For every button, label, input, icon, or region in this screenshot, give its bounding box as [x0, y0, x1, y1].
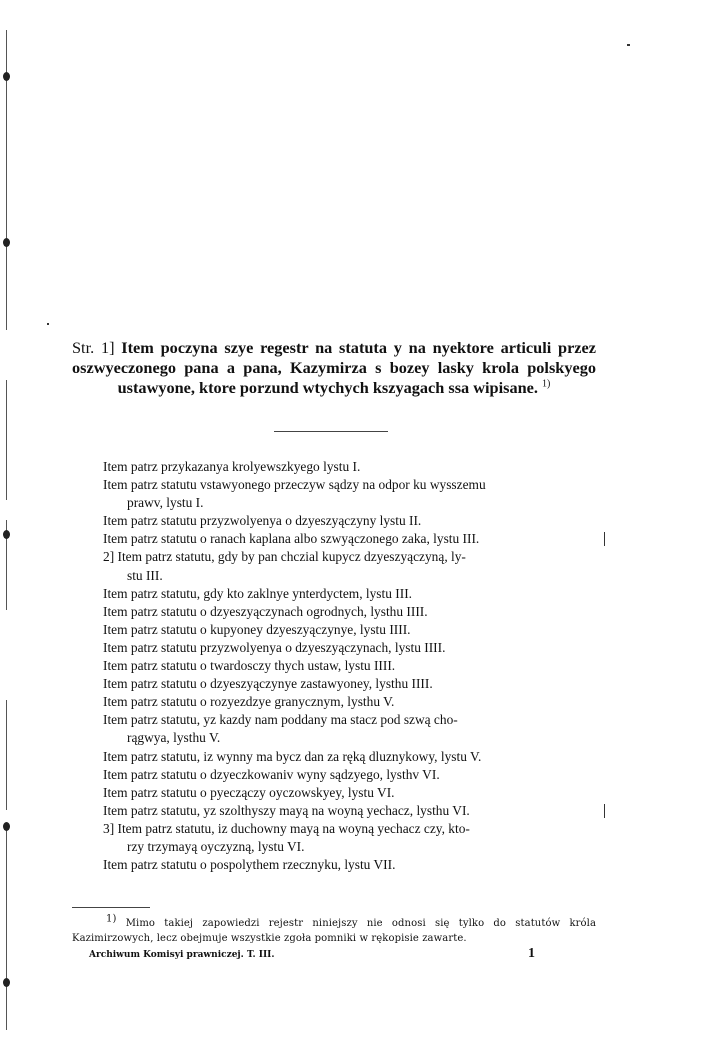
- list-item: [103, 512, 597, 530]
- entry-text: Item patrz statutu o kupyoney dzyeszyączynye, lystu IIII.: [103, 621, 411, 637]
- entry-continuation: stu III.: [127, 567, 163, 583]
- list-item: [103, 766, 597, 784]
- entry-text: Item patrz statutu, gdy kto zaklnye ynterdyctem, lystu III.: [103, 585, 413, 601]
- entry-text: Item patrz statutu przyzwolyenya o dzyeszyączynach, lystu IIII.: [103, 639, 446, 655]
- heading-title: Item poczyna szye regestr na statuta y na nyektore articuli przez oszwyeczonego pana a pana, Kazymirza s bozey lasky krola polskyego ustawyone, ktore porzund wtychych kszyagach ssa wipisane.: [72, 338, 596, 397]
- footnote-text-wrapper: [72, 913, 597, 946]
- binding-edge-line: [6, 700, 7, 810]
- paper-speck: [627, 44, 630, 46]
- list-item: [103, 458, 597, 476]
- entry-text: Item patrz statutu o pospolythem rzecznyku, lystu VII.: [103, 857, 396, 873]
- entry-text: 2] Item patrz statutu, gdy by pan chczial kupycz dzyeszyączyną, ly-: [103, 549, 466, 565]
- source-citation: Archiwum Komisyi prawniczej. T. III.: [89, 950, 275, 960]
- list-item: [103, 802, 597, 820]
- footnote-marker: 1): [542, 378, 551, 390]
- entry-text: Item patrz statutu o dzyeczkowaniv wyny sądzyego, lysthv VI.: [103, 766, 440, 782]
- page-number: 1: [528, 946, 535, 961]
- list-item: [103, 639, 597, 657]
- list-item: [103, 820, 597, 856]
- footnote-number: 1): [106, 913, 117, 925]
- paper-speck: [47, 323, 49, 325]
- margin-tick-mark: [604, 532, 605, 546]
- list-item: [103, 711, 597, 747]
- entry-text: Item patrz statutu przyzwolyenya o dzyeszyączyny lystu II.: [103, 513, 422, 529]
- binding-hole-mark: [3, 530, 10, 539]
- list-item: [103, 585, 597, 603]
- binding-hole-mark: [3, 72, 10, 81]
- list-item: [103, 603, 597, 621]
- list-item: [103, 856, 597, 874]
- footnote: [72, 913, 597, 946]
- list-item: [103, 675, 597, 693]
- list-item: [103, 621, 597, 639]
- list-item: [103, 476, 597, 512]
- footnote-divider: [72, 907, 150, 908]
- binding-edge-line: [6, 830, 7, 1030]
- entry-continuation: rzy trzymayą oyczyzną, lystu VI.: [127, 838, 305, 854]
- entry-text: Item patrz statutu, yz kazdy nam poddany ma stacz pod szwą cho-: [103, 712, 458, 728]
- binding-hole-mark: [3, 238, 10, 247]
- entry-text: Item patrz statutu o rozyezdzye granycznym, lysthu V.: [103, 694, 395, 710]
- entry-text: Item patrz statutu vstawyonego przeczyw sądzy na odpor ku wysszemu: [103, 477, 486, 493]
- section-divider: [274, 431, 388, 432]
- entry-text: Item patrz statutu o twardosczy thych ustaw, lystu IIII.: [103, 658, 396, 674]
- list-item: [103, 530, 597, 548]
- list-item: [103, 548, 597, 584]
- entry-text: Item patrz statutu, iz wynny ma bycz dan za ręką dluznykowy, lystu V.: [103, 748, 482, 764]
- list-item: [103, 693, 597, 711]
- page-reference: Str. 1]: [72, 338, 115, 357]
- entry-text: Item patrz statutu o pyeczączy oyczowskyey, lystu VI.: [103, 784, 395, 800]
- entry-text: Item patrz statutu o ranach kaplana albo szwyączonego zaka, lystu III.: [103, 531, 480, 547]
- entry-text: Item patrz statutu o dzyeszyączynye zastawyoney, lysthu IIII.: [103, 676, 433, 692]
- binding-hole-mark: [3, 978, 10, 987]
- entry-text: Item patrz statutu o dzyeszyączynach ogrodnych, lysthu IIII.: [103, 603, 428, 619]
- margin-tick-mark: [604, 804, 605, 818]
- list-item: [103, 748, 597, 766]
- footnote-text: Mimo takiej zapowiedzi rejestr niniejszy nie odnosi się tylko do statutów króla Kazimirzowych, lecz obejmuje wszystkie zgoła pomniki w rękopisie zawarte.: [72, 918, 597, 944]
- register-heading: [72, 338, 596, 398]
- list-item: [103, 657, 597, 675]
- entry-text: Item patrz przykazanya krolyewszkyego lystu I.: [103, 459, 361, 474]
- entry-continuation: rągwya, lysthu V.: [127, 730, 221, 746]
- binding-hole-mark: [3, 822, 10, 831]
- statute-index-list: [103, 458, 597, 874]
- entry-continuation: prawv, lystu I.: [127, 495, 204, 511]
- entry-text: Item patrz statutu, yz szolthyszy mayą na woyną yechacz, lysthu VI.: [103, 802, 470, 818]
- entry-text: 3] Item patrz statutu, iz duchowny mayą na woyną yechacz czy, kto-: [103, 820, 470, 836]
- list-item: [103, 784, 597, 802]
- binding-edge-line: [6, 380, 7, 500]
